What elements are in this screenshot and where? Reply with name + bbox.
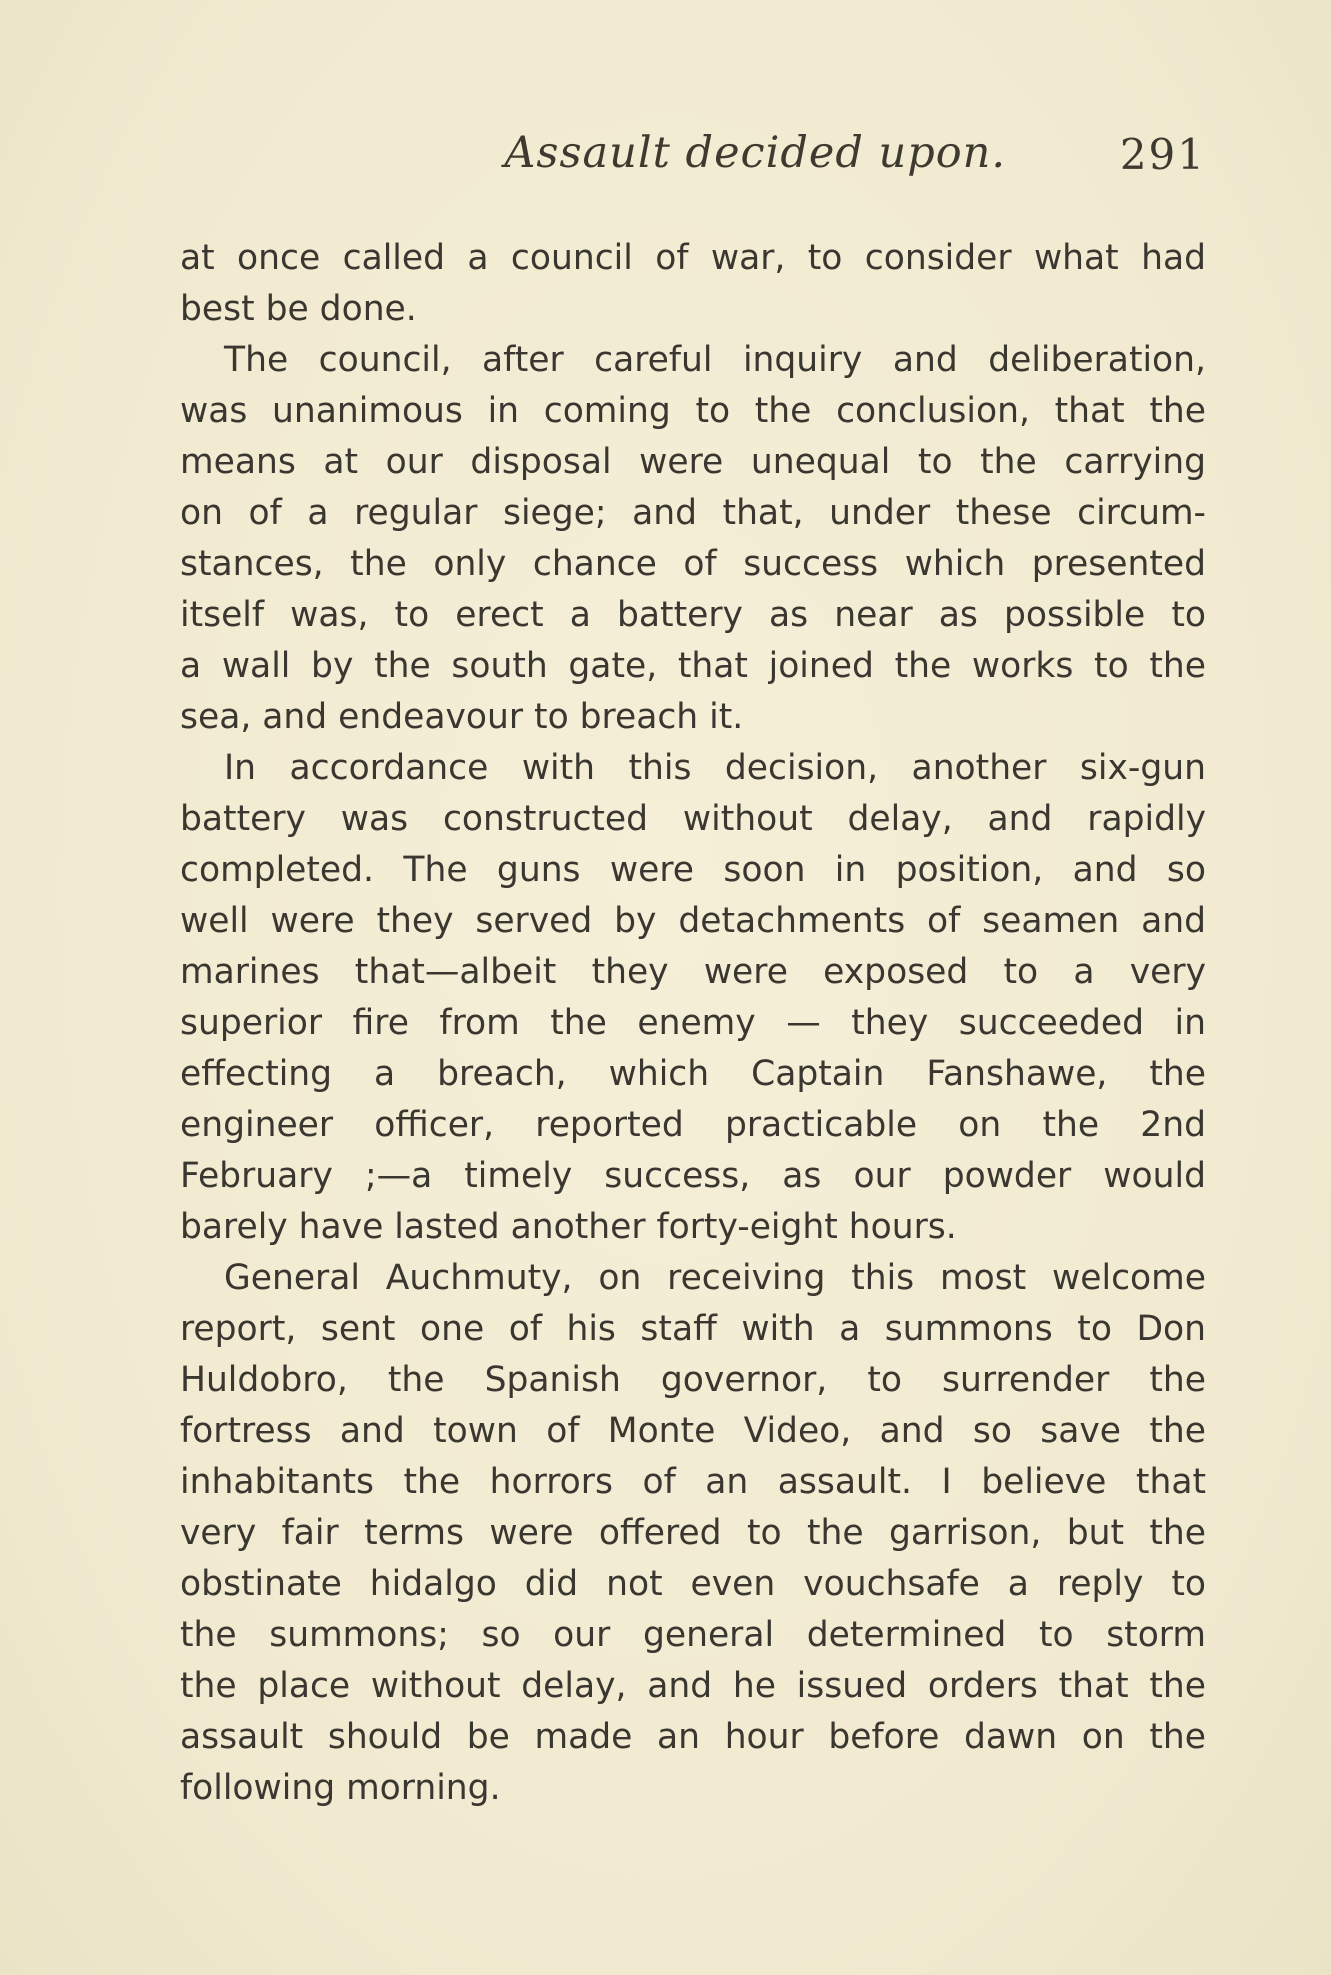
text-line: following morning. xyxy=(180,1768,501,1808)
running-head xyxy=(180,128,1206,188)
text-line: obstinate hidalgo did not even vouchsafe a reply to xyxy=(180,1564,1206,1604)
text-line: The council, after careful inquiry and deliberation, xyxy=(224,340,1206,380)
page-number: 291 xyxy=(1119,130,1206,179)
text-line: very fair terms were offered to the garrison, but the xyxy=(180,1513,1206,1553)
text-line: at once called a council of war, to consider what had xyxy=(180,238,1206,278)
text-line: itself was, to erect a battery as near as possible to xyxy=(180,595,1206,635)
text-line: Huldobro, the Spanish governor, to surrender the xyxy=(180,1360,1206,1400)
text-line: sea, and endeavour to breach it. xyxy=(180,697,744,737)
text-line: on of a regular siege; and that, under these circum- xyxy=(180,493,1206,533)
text-line: General Auchmuty, on receiving this most welcome xyxy=(224,1258,1206,1298)
text-line: fortress and town of Monte Video, and so save the xyxy=(180,1411,1206,1451)
text-line: superior fire from the enemy — they succeeded in xyxy=(180,1003,1206,1043)
text-line: marines that—albeit they were exposed to a very xyxy=(180,952,1206,992)
text-line: stances, the only chance of success which presented xyxy=(180,544,1206,584)
text-line: the summons; so our general determined to storm xyxy=(180,1615,1206,1655)
paragraph xyxy=(180,743,1206,1253)
paragraph xyxy=(180,1253,1206,1814)
text-line: best be done. xyxy=(180,289,417,329)
text-line: February ;—a timely success, as our powder would xyxy=(180,1156,1206,1196)
paragraph xyxy=(180,335,1206,743)
text-line: was unanimous in coming to the conclusion, that the xyxy=(180,391,1206,431)
paragraph xyxy=(180,233,1206,335)
text-line: In accordance with this decision, another six-gun xyxy=(224,748,1206,788)
text-line: report, sent one of his staff with a summons to Don xyxy=(180,1309,1206,1349)
text-line: battery was constructed without delay, and rapidly xyxy=(180,799,1206,839)
text-line: assault should be made an hour before dawn on the xyxy=(180,1717,1206,1757)
text-line: completed. The guns were soon in position, and so xyxy=(180,850,1206,890)
text-line: the place without delay, and he issued orders that the xyxy=(180,1666,1206,1706)
body-text xyxy=(180,233,1206,1814)
running-title: Assault decided upon. xyxy=(504,128,1006,178)
text-line: a wall by the south gate, that joined the works to the xyxy=(180,646,1206,686)
text-line: well were they served by detachments of seamen and xyxy=(180,901,1206,941)
text-line: engineer officer, reported practicable on the 2nd xyxy=(180,1105,1206,1145)
text-line: barely have lasted another forty-eight hours. xyxy=(180,1207,957,1247)
text-line: effecting a breach, which Captain Fanshawe, the xyxy=(180,1054,1206,1094)
text-line: means at our disposal were unequal to the carrying xyxy=(180,442,1206,482)
text-line: inhabitants the horrors of an assault. I believe that xyxy=(180,1462,1206,1502)
